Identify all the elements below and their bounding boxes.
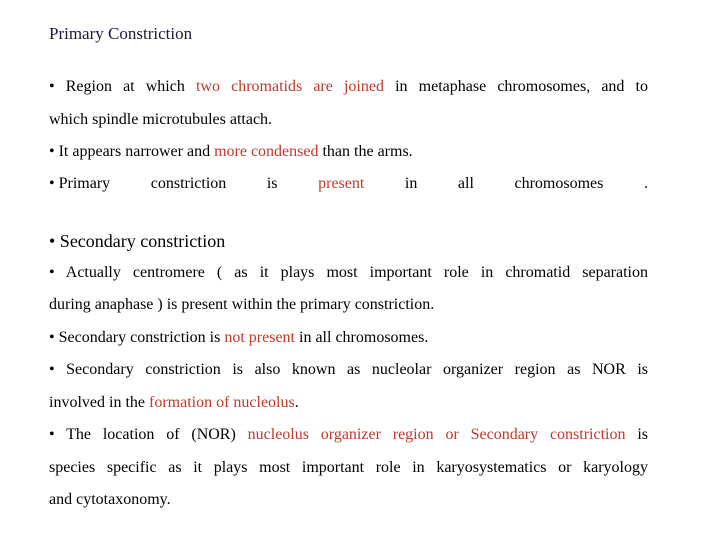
- secondary-bullet-4-line-3: and cytotaxonomy.: [49, 491, 171, 508]
- secondary-bullet-3-line-1: • Secondary constriction is also known as nucleolar organizer region as NOR is: [49, 361, 648, 378]
- highlight-text: two chromatids are joined: [195, 78, 384, 95]
- secondary-bullet-4-line-1: • The location of (NOR) nucleolus organizer region or Secondary constriction is: [49, 426, 648, 443]
- secondary-bullet-2: • Secondary constriction is not present in all chromosomes.: [49, 329, 429, 346]
- primary-bullet-3: • Primary constriction is present in all chromosomes .: [49, 175, 648, 192]
- primary-bullet-1-line-2: which spindle microtubules attach.: [49, 111, 273, 128]
- highlight-text: more condensed: [214, 143, 319, 160]
- highlight-text: nucleolus organizer region or Secondary constriction: [247, 426, 626, 443]
- primary-bullet-1-line-1: • Region at which two chromatids are joined in metaphase chromosomes, and to: [49, 78, 649, 95]
- secondary-bullet-3-line-2: involved in the formation of nucleolus.: [49, 394, 299, 411]
- secondary-bullet-4-line-2: species specific as it plays most important role in karyosystematics or karyology: [49, 459, 648, 476]
- slide-title: Primary Constriction: [49, 24, 193, 43]
- highlight-text: not present: [224, 329, 295, 346]
- secondary-bullet-1-line-2: during anaphase ) is present within the primary constriction.: [49, 296, 435, 313]
- secondary-heading: • Secondary constriction: [49, 231, 226, 251]
- primary-bullet-2: • It appears narrower and more condensed than the arms.: [49, 143, 413, 160]
- secondary-bullet-1-line-1: • Actually centromere ( as it plays most important role in chromatid separation: [49, 264, 648, 281]
- highlight-text: present: [318, 175, 365, 192]
- highlight-text: formation of nucleolus: [148, 394, 295, 411]
